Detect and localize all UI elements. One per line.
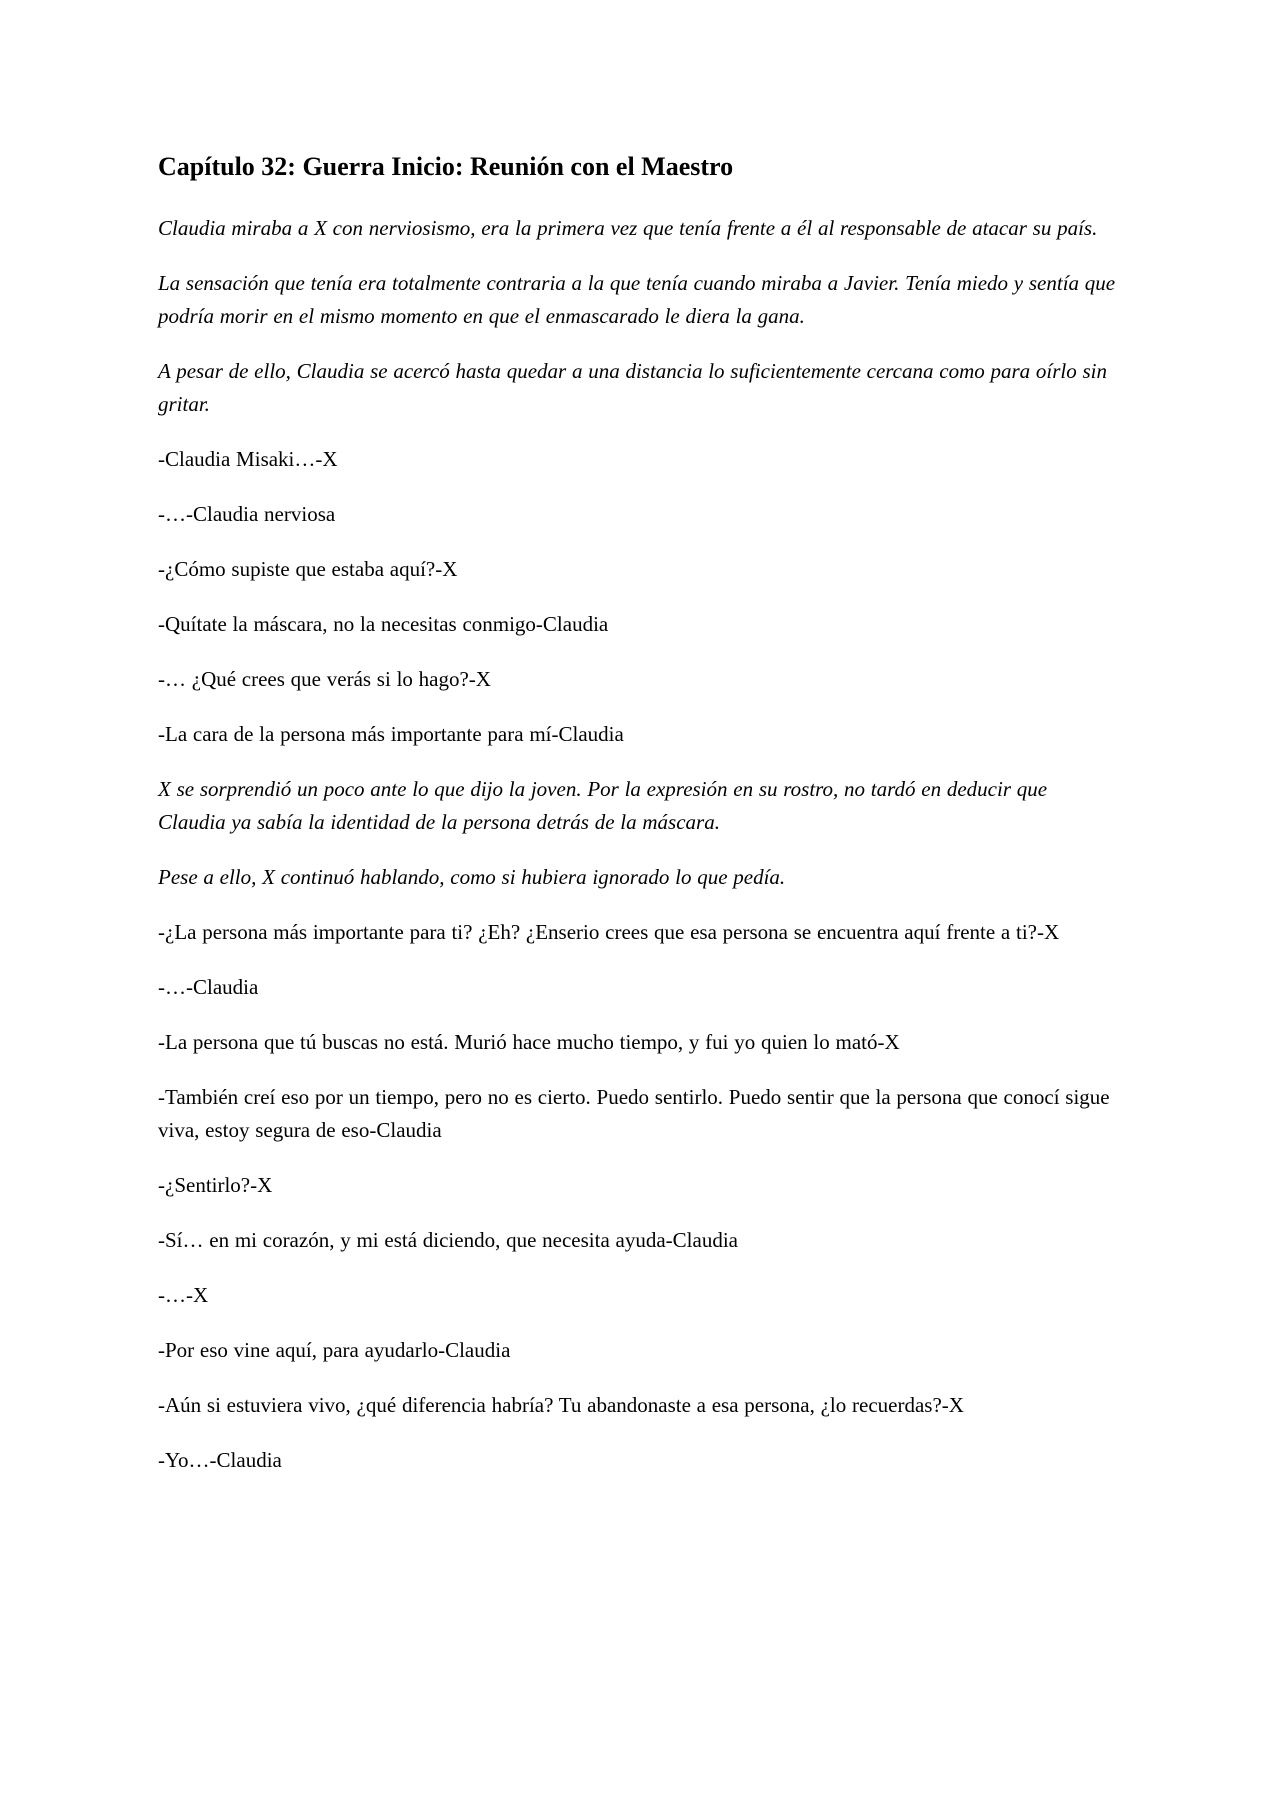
dialogue-line: -…-Claudia xyxy=(158,975,259,999)
dialogue-line: -…-X xyxy=(158,1283,209,1307)
dialogue-line: -…-Claudia nerviosa xyxy=(158,502,336,526)
dialogue-line: -También creí eso por un tiempo, pero no es cierto. Puedo sentirlo. Puedo sentir que la persona que conocí sigue viva, estoy segura de eso-Claudia xyxy=(158,1085,1110,1142)
dialogue-line: -Yo…-Claudia xyxy=(158,1448,282,1472)
document-content xyxy=(158,150,1120,1477)
dialogue-line: -… ¿Qué crees que verás si lo hago?-X xyxy=(158,667,491,691)
dialogue-line: -La persona que tú buscas no está. Murió hace mucho tiempo, y fui yo quien lo mató-X xyxy=(158,1030,900,1054)
paragraph-list xyxy=(158,212,1120,1477)
chapter-title: Capítulo 32: Guerra Inicio: Reunión con el Maestro xyxy=(158,152,734,181)
narration-paragraph: La sensación que tenía era totalmente contraria a la que tenía cuando miraba a Javier. Tenía miedo y sentía que podría morir en el mismo momento en que el enmascarado le diera la gana. xyxy=(158,271,1116,328)
dialogue-line: -Quítate la máscara, no la necesitas conmigo-Claudia xyxy=(158,612,609,636)
dialogue-line: -¿Sentirlo?-X xyxy=(158,1173,273,1197)
dialogue-line: -Claudia Misaki…-X xyxy=(158,447,338,471)
dialogue-line: -¿La persona más importante para ti? ¿Eh? ¿Enserio crees que esa persona se encuentra aquí frente a ti?-X xyxy=(158,920,1060,944)
narration-paragraph: Claudia miraba a X con nerviosismo, era la primera vez que tenía frente a él al responsable de atacar su país. xyxy=(158,216,1098,240)
dialogue-line: -¿Cómo supiste que estaba aquí?-X xyxy=(158,557,458,581)
narration-paragraph: A pesar de ello, Claudia se acercó hasta quedar a una distancia lo suficientemente cercana como para oírlo sin gritar. xyxy=(158,359,1108,416)
dialogue-line: -Sí… en mi corazón, y mi está diciendo, que necesita ayuda-Claudia xyxy=(158,1228,738,1252)
dialogue-line: -La cara de la persona más importante para mí-Claudia xyxy=(158,722,624,746)
narration-paragraph: X se sorprendió un poco ante lo que dijo la joven. Por la expresión en su rostro, no tardó en deducir que Claudia ya sabía la identidad de la persona detrás de la máscara. xyxy=(158,777,1048,834)
dialogue-line: -Aún si estuviera vivo, ¿qué diferencia habría? Tu abandonaste a esa persona, ¿lo recuerdas?-X xyxy=(158,1393,964,1417)
dialogue-line: -Por eso vine aquí, para ayudarlo-Claudia xyxy=(158,1338,511,1362)
narration-paragraph: Pese a ello, X continuó hablando, como si hubiera ignorado lo que pedía. xyxy=(158,865,786,889)
